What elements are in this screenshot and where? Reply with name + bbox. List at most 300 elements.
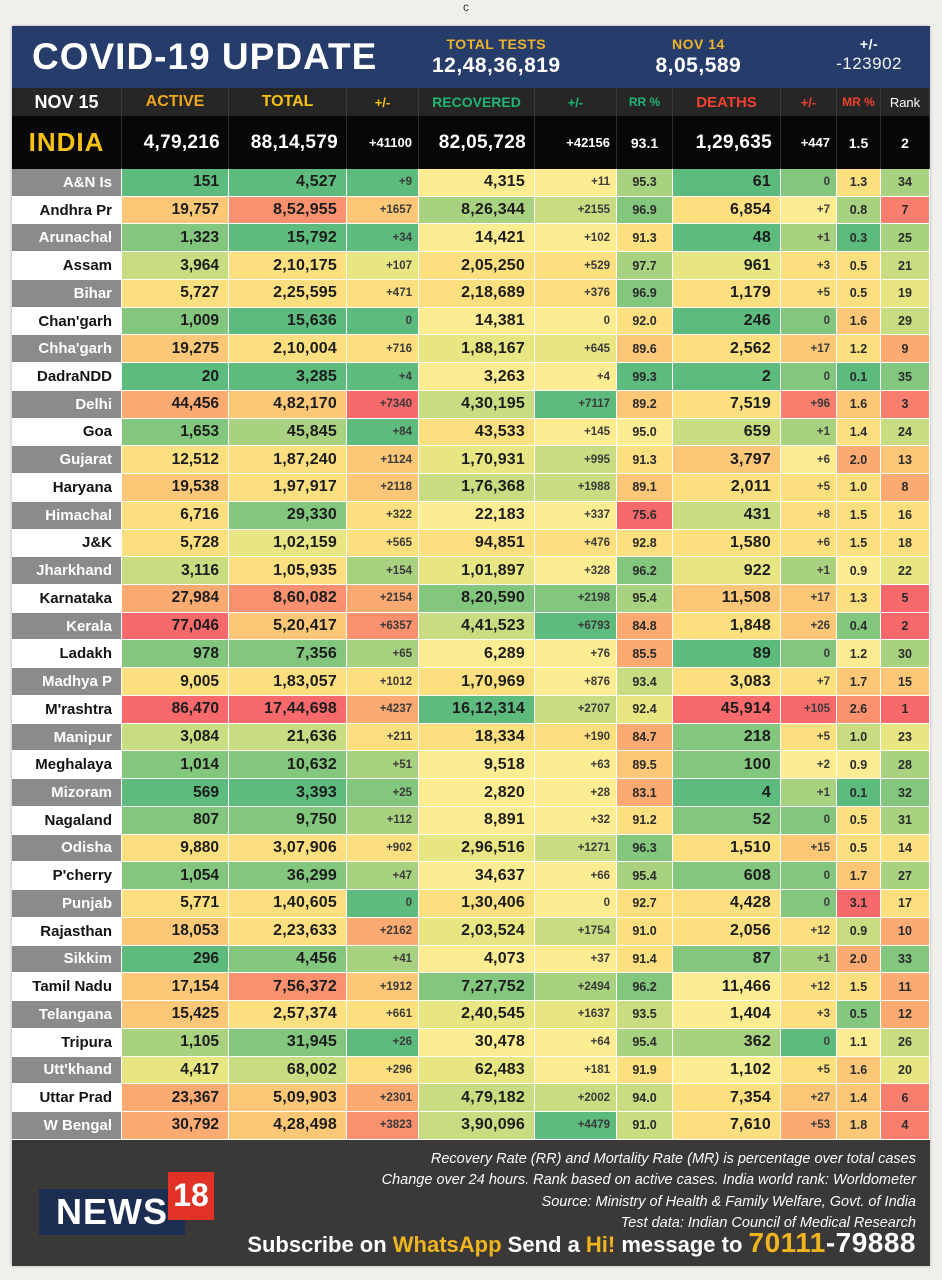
deaths-cell: 1,848 — [673, 613, 781, 641]
state-row — [12, 835, 930, 863]
state-name: DadraNDD — [12, 363, 122, 391]
state-row — [12, 502, 930, 530]
recovery-rate-cell: 89.2 — [617, 391, 673, 419]
recovered-change-cell: +63 — [535, 751, 617, 779]
active-cell: 86,470 — [122, 696, 229, 724]
deaths-change-cell: 0 — [781, 640, 837, 668]
mortality-rate-cell: 0.5 — [837, 835, 881, 863]
recovery-rate-cell: 95.4 — [617, 862, 673, 890]
recovery-rate-cell: 95.0 — [617, 419, 673, 447]
deaths-change-cell: 0 — [781, 1029, 837, 1057]
recovered-cell: 4,315 — [419, 169, 535, 197]
deaths-cell: 7,354 — [673, 1084, 781, 1112]
deaths-change-cell: +5 — [781, 1057, 837, 1085]
recovered-change-cell: +66 — [535, 862, 617, 890]
recovery-rate-cell: 91.2 — [617, 807, 673, 835]
recovered-cell: 4,073 — [419, 946, 535, 974]
state-row — [12, 1029, 930, 1057]
footnote-line: Recovery Rate (RR) and Mortality Rate (MR) is percentage over total cases — [430, 1150, 916, 1167]
state-name: Rajasthan — [12, 918, 122, 946]
recovered-cell: 4,41,523 — [419, 613, 535, 641]
rank-cell: 21 — [881, 252, 930, 280]
header-banner — [12, 26, 930, 88]
active-cell: 9,880 — [122, 835, 229, 863]
total-cell: 4,456 — [229, 946, 347, 974]
rank-cell: 7 — [881, 197, 930, 225]
prev-date-value: 8,05,589 — [655, 54, 742, 77]
recovered-cell: 2,05,250 — [419, 252, 535, 280]
rank-cell: 25 — [881, 224, 930, 252]
active-cell: 9,005 — [122, 668, 229, 696]
deaths-change-cell: +7 — [781, 197, 837, 225]
total-change-cell: +716 — [347, 335, 419, 363]
mortality-rate-cell: 0.1 — [837, 779, 881, 807]
state-name: A&N Is — [12, 169, 122, 197]
state-row — [12, 474, 930, 502]
total-cell: 21,636 — [229, 724, 347, 752]
total-change-cell: +7340 — [347, 391, 419, 419]
recovered-cell: 2,96,516 — [419, 835, 535, 863]
active-cell: 1,653 — [122, 419, 229, 447]
deaths-change-cell: +105 — [781, 696, 837, 724]
deaths-change-cell: +3 — [781, 252, 837, 280]
total-cell: 1,40,605 — [229, 890, 347, 918]
deaths-cell: 4 — [673, 779, 781, 807]
total-cell: 2,57,374 — [229, 1001, 347, 1029]
state-name: Meghalaya — [12, 751, 122, 779]
mortality-rate-cell: 0.4 — [837, 613, 881, 641]
deaths-cell: 2,056 — [673, 918, 781, 946]
mortality-rate-cell: 1.4 — [837, 419, 881, 447]
recovered-change-cell: +102 — [535, 224, 617, 252]
recovered-change-cell: +2198 — [535, 585, 617, 613]
recovered-cell: 1,76,368 — [419, 474, 535, 502]
state-name: Goa — [12, 419, 122, 447]
deaths-cell: 246 — [673, 308, 781, 336]
col-deaths: DEATHS — [673, 88, 781, 116]
recovered-cell: 1,01,897 — [419, 557, 535, 585]
deaths-change-cell: 0 — [781, 363, 837, 391]
rank-cell: 24 — [881, 419, 930, 447]
india-total-change-cell: +41100 — [347, 116, 419, 169]
state-name: Tripura — [12, 1029, 122, 1057]
total-cell: 2,25,595 — [229, 280, 347, 308]
mortality-rate-cell: 2.6 — [837, 696, 881, 724]
state-row — [12, 613, 930, 641]
total-tests-value: 12,48,36,819 — [432, 54, 561, 77]
total-cell: 17,44,698 — [229, 696, 347, 724]
state-row — [12, 807, 930, 835]
rank-cell: 17 — [881, 890, 930, 918]
mortality-rate-cell: 1.3 — [837, 169, 881, 197]
total-change-cell: +47 — [347, 862, 419, 890]
total-change-cell: +3823 — [347, 1112, 419, 1140]
recovered-change-cell: +1637 — [535, 1001, 617, 1029]
mortality-rate-cell: 1.5 — [837, 502, 881, 530]
state-row — [12, 973, 930, 1001]
active-cell: 3,964 — [122, 252, 229, 280]
total-change-cell: +154 — [347, 557, 419, 585]
deaths-cell: 961 — [673, 252, 781, 280]
total-change-cell: +9 — [347, 169, 419, 197]
recovered-cell: 2,18,689 — [419, 280, 535, 308]
col-total: TOTAL — [229, 88, 347, 116]
recovered-change-cell: +376 — [535, 280, 617, 308]
total-cell: 5,20,417 — [229, 613, 347, 641]
mortality-rate-cell: 0.9 — [837, 557, 881, 585]
active-cell: 5,728 — [122, 530, 229, 558]
deaths-change-cell: +5 — [781, 474, 837, 502]
deaths-cell: 6,854 — [673, 197, 781, 225]
column-header-row — [12, 88, 930, 116]
total-cell: 29,330 — [229, 502, 347, 530]
recovered-change-cell: +876 — [535, 668, 617, 696]
rank-cell: 10 — [881, 918, 930, 946]
footnotes — [382, 1149, 916, 1235]
active-cell: 19,757 — [122, 197, 229, 225]
recovery-rate-cell: 92.8 — [617, 530, 673, 558]
mortality-rate-cell: 1.2 — [837, 335, 881, 363]
subscribe-text: Subscribe on — [247, 1231, 393, 1257]
state-name: Sikkim — [12, 946, 122, 974]
total-tests-stat — [432, 36, 561, 78]
state-row — [12, 1057, 930, 1085]
state-name: Mizoram — [12, 779, 122, 807]
recovered-cell: 43,533 — [419, 419, 535, 447]
state-name: Odisha — [12, 835, 122, 863]
deaths-cell: 45,914 — [673, 696, 781, 724]
total-cell: 7,56,372 — [229, 973, 347, 1001]
total-change-cell: +6357 — [347, 613, 419, 641]
total-cell: 8,52,955 — [229, 197, 347, 225]
recovered-change-cell: +2002 — [535, 1084, 617, 1112]
recovered-cell: 6,289 — [419, 640, 535, 668]
state-name: Delhi — [12, 391, 122, 419]
active-cell: 1,323 — [122, 224, 229, 252]
state-name: Telangana — [12, 1001, 122, 1029]
state-row — [12, 862, 930, 890]
recovered-change-cell: +529 — [535, 252, 617, 280]
recovered-change-cell: +2707 — [535, 696, 617, 724]
deaths-cell: 89 — [673, 640, 781, 668]
state-row — [12, 363, 930, 391]
total-cell: 15,792 — [229, 224, 347, 252]
state-row — [12, 252, 930, 280]
rank-cell: 28 — [881, 751, 930, 779]
active-cell: 569 — [122, 779, 229, 807]
state-name: Madhya P — [12, 668, 122, 696]
deaths-cell: 1,102 — [673, 1057, 781, 1085]
state-row — [12, 391, 930, 419]
recovery-rate-cell: 93.4 — [617, 668, 673, 696]
state-name: Karnataka — [12, 585, 122, 613]
mortality-rate-cell: 1.1 — [837, 1029, 881, 1057]
state-name: Andhra Pr — [12, 197, 122, 225]
recovery-rate-cell: 89.5 — [617, 751, 673, 779]
whatsapp-number-gold: 70111 — [748, 1226, 826, 1258]
state-row — [12, 419, 930, 447]
recovered-change-cell: +1988 — [535, 474, 617, 502]
recovered-cell: 14,381 — [419, 308, 535, 336]
col-recovered-change: +/- — [535, 88, 617, 116]
state-name: Punjab — [12, 890, 122, 918]
active-cell: 77,046 — [122, 613, 229, 641]
active-cell: 19,538 — [122, 474, 229, 502]
state-row — [12, 530, 930, 558]
total-cell: 3,285 — [229, 363, 347, 391]
recovery-rate-cell: 96.3 — [617, 835, 673, 863]
total-cell: 15,636 — [229, 308, 347, 336]
mortality-rate-cell: 1.7 — [837, 668, 881, 696]
deaths-change-cell: +96 — [781, 391, 837, 419]
deaths-cell: 3,083 — [673, 668, 781, 696]
deaths-change-cell: +26 — [781, 613, 837, 641]
deaths-cell: 608 — [673, 862, 781, 890]
active-cell: 6,716 — [122, 502, 229, 530]
total-change-cell: 0 — [347, 308, 419, 336]
total-cell: 5,09,903 — [229, 1084, 347, 1112]
col-recovered: RECOVERED — [419, 88, 535, 116]
deaths-cell: 362 — [673, 1029, 781, 1057]
recovery-rate-cell: 96.2 — [617, 973, 673, 1001]
col-mortality-rate: MR % — [837, 88, 881, 116]
mortality-rate-cell: 1.7 — [837, 862, 881, 890]
whatsapp-number-white: -79888 — [825, 1226, 916, 1258]
recovered-cell: 2,03,524 — [419, 918, 535, 946]
deaths-change-cell: +8 — [781, 502, 837, 530]
deaths-change-cell: +6 — [781, 530, 837, 558]
rank-cell: 2 — [881, 613, 930, 641]
rank-cell: 32 — [881, 779, 930, 807]
state-row — [12, 946, 930, 974]
deaths-change-cell: +1 — [781, 779, 837, 807]
mortality-rate-cell: 1.0 — [837, 474, 881, 502]
recovery-rate-cell: 75.6 — [617, 502, 673, 530]
deaths-cell: 11,466 — [673, 973, 781, 1001]
recovered-cell: 3,90,096 — [419, 1112, 535, 1140]
total-change-cell: +2162 — [347, 918, 419, 946]
prev-date-label: NOV 14 — [671, 36, 725, 52]
mortality-rate-cell: 1.8 — [837, 1112, 881, 1140]
total-cell: 3,393 — [229, 779, 347, 807]
recovered-change-cell: +7117 — [535, 391, 617, 419]
deaths-change-cell: +5 — [781, 724, 837, 752]
active-cell: 296 — [122, 946, 229, 974]
rank-cell: 3 — [881, 391, 930, 419]
state-name: W Bengal — [12, 1112, 122, 1140]
rank-cell: 31 — [881, 807, 930, 835]
col-active: ACTIVE — [122, 88, 229, 116]
rank-cell: 12 — [881, 1001, 930, 1029]
deaths-change-cell: +5 — [781, 280, 837, 308]
recovered-cell: 1,70,931 — [419, 446, 535, 474]
state-row — [12, 724, 930, 752]
news18-logo — [39, 1172, 239, 1252]
total-cell: 9,750 — [229, 807, 347, 835]
total-cell: 7,356 — [229, 640, 347, 668]
total-change-cell: +1912 — [347, 973, 419, 1001]
total-cell: 68,002 — [229, 1057, 347, 1085]
total-change-cell: +107 — [347, 252, 419, 280]
deaths-change-cell: +12 — [781, 918, 837, 946]
rank-cell: 4 — [881, 1112, 930, 1140]
state-name: Uttar Prad — [12, 1084, 122, 1112]
total-cell: 1,87,240 — [229, 446, 347, 474]
recovered-change-cell: +11 — [535, 169, 617, 197]
deaths-change-cell: +1 — [781, 419, 837, 447]
total-tests-label: TOTAL TESTS — [446, 36, 547, 52]
recovered-cell: 2,40,545 — [419, 1001, 535, 1029]
deaths-change-cell: +6 — [781, 446, 837, 474]
state-name: Jharkhand — [12, 557, 122, 585]
deaths-change-cell: +17 — [781, 335, 837, 363]
subscribe-line — [247, 1227, 916, 1259]
deaths-change-cell: 0 — [781, 308, 837, 336]
tests-change-label: +/- — [859, 36, 879, 52]
deaths-change-cell: 0 — [781, 890, 837, 918]
footer — [12, 1140, 930, 1266]
col-total-change: +/- — [347, 88, 419, 116]
total-change-cell: +471 — [347, 280, 419, 308]
covid-infographic-card — [12, 26, 930, 1266]
col-deaths-change: +/- — [781, 88, 837, 116]
mortality-rate-cell: 0.9 — [837, 918, 881, 946]
state-name: P'cherry — [12, 862, 122, 890]
total-change-cell: +2154 — [347, 585, 419, 613]
recovered-cell: 7,27,752 — [419, 973, 535, 1001]
recovery-rate-cell: 91.3 — [617, 446, 673, 474]
active-cell: 19,275 — [122, 335, 229, 363]
deaths-cell: 2,011 — [673, 474, 781, 502]
total-change-cell: +65 — [347, 640, 419, 668]
header-stats — [432, 36, 930, 78]
recovered-cell: 4,30,195 — [419, 391, 535, 419]
deaths-cell: 1,179 — [673, 280, 781, 308]
state-name: Bihar — [12, 280, 122, 308]
total-cell: 45,845 — [229, 419, 347, 447]
recovered-cell: 94,851 — [419, 530, 535, 558]
rank-cell: 1 — [881, 696, 930, 724]
india-mortality-rate-cell: 1.5 — [837, 116, 881, 169]
deaths-cell: 1,404 — [673, 1001, 781, 1029]
recovery-rate-cell: 89.1 — [617, 474, 673, 502]
deaths-cell: 11,508 — [673, 585, 781, 613]
total-change-cell: +211 — [347, 724, 419, 752]
mortality-rate-cell: 0.3 — [837, 224, 881, 252]
recovered-cell: 1,70,969 — [419, 668, 535, 696]
active-cell: 3,084 — [122, 724, 229, 752]
state-row — [12, 640, 930, 668]
recovered-cell: 3,263 — [419, 363, 535, 391]
state-name: Arunachal — [12, 224, 122, 252]
total-cell: 2,10,004 — [229, 335, 347, 363]
recovered-change-cell: +64 — [535, 1029, 617, 1057]
total-cell: 1,97,917 — [229, 474, 347, 502]
recovery-rate-cell: 91.0 — [617, 1112, 673, 1140]
recovered-cell: 30,478 — [419, 1029, 535, 1057]
deaths-change-cell: +12 — [781, 973, 837, 1001]
deaths-cell: 52 — [673, 807, 781, 835]
news18-logo-18-box: 18 — [168, 1172, 214, 1220]
recovery-rate-cell: 91.3 — [617, 224, 673, 252]
recovered-change-cell: +32 — [535, 807, 617, 835]
footnote-line: Source: Ministry of Health & Family Welfare, Govt. of India — [541, 1193, 916, 1210]
total-change-cell: +84 — [347, 419, 419, 447]
deaths-cell: 431 — [673, 502, 781, 530]
recovered-cell: 9,518 — [419, 751, 535, 779]
active-cell: 17,154 — [122, 973, 229, 1001]
recovered-cell: 2,820 — [419, 779, 535, 807]
recovered-change-cell: +2155 — [535, 197, 617, 225]
state-row — [12, 335, 930, 363]
state-name: Assam — [12, 252, 122, 280]
rank-cell: 26 — [881, 1029, 930, 1057]
deaths-change-cell: +3 — [781, 1001, 837, 1029]
total-change-cell: +1124 — [347, 446, 419, 474]
deaths-change-cell: +15 — [781, 835, 837, 863]
recovered-cell: 34,637 — [419, 862, 535, 890]
recovery-rate-cell: 97.7 — [617, 252, 673, 280]
news18-logo-news-box: NEWS — [39, 1189, 185, 1235]
rank-cell: 18 — [881, 530, 930, 558]
recovery-rate-cell: 92.7 — [617, 890, 673, 918]
subscribe-text: Send a — [501, 1231, 586, 1257]
deaths-cell: 100 — [673, 751, 781, 779]
whatsapp-label: WhatsApp — [392, 1231, 502, 1257]
recovered-change-cell: +76 — [535, 640, 617, 668]
total-change-cell: +296 — [347, 1057, 419, 1085]
state-name: Nagaland — [12, 807, 122, 835]
total-change-cell: +51 — [347, 751, 419, 779]
rank-cell: 30 — [881, 640, 930, 668]
total-cell: 4,82,170 — [229, 391, 347, 419]
recovery-rate-cell: 96.2 — [617, 557, 673, 585]
mortality-rate-cell: 1.2 — [837, 640, 881, 668]
deaths-cell: 2,562 — [673, 335, 781, 363]
india-rank-cell: 2 — [881, 116, 930, 169]
total-cell: 31,945 — [229, 1029, 347, 1057]
state-row — [12, 779, 930, 807]
recovery-rate-cell: 85.5 — [617, 640, 673, 668]
page-title: COVID-19 UPDATE — [32, 36, 378, 77]
deaths-change-cell: +1 — [781, 224, 837, 252]
footnote-line: Change over 24 hours. Rank based on active cases. India world rank: Worldometer — [381, 1172, 916, 1189]
mortality-rate-cell: 2.0 — [837, 446, 881, 474]
total-cell: 1,83,057 — [229, 668, 347, 696]
state-name: Gujarat — [12, 446, 122, 474]
recovery-rate-cell: 96.9 — [617, 197, 673, 225]
recovery-rate-cell: 99.3 — [617, 363, 673, 391]
india-recovered-cell: 82,05,728 — [419, 116, 535, 169]
total-change-cell: 0 — [347, 890, 419, 918]
recovered-change-cell: +181 — [535, 1057, 617, 1085]
state-name: Chha'garh — [12, 335, 122, 363]
recovered-change-cell: +1271 — [535, 835, 617, 863]
active-cell: 20 — [122, 363, 229, 391]
deaths-change-cell: 0 — [781, 807, 837, 835]
rank-cell: 8 — [881, 474, 930, 502]
recovery-rate-cell: 93.5 — [617, 1001, 673, 1029]
mortality-rate-cell: 2.0 — [837, 946, 881, 974]
recovery-rate-cell: 83.1 — [617, 779, 673, 807]
recovered-change-cell: +476 — [535, 530, 617, 558]
active-cell: 978 — [122, 640, 229, 668]
rank-cell: 20 — [881, 1057, 930, 1085]
recovered-change-cell: +6793 — [535, 613, 617, 641]
active-cell: 1,105 — [122, 1029, 229, 1057]
recovery-rate-cell: 92.4 — [617, 696, 673, 724]
active-cell: 23,367 — [122, 1084, 229, 1112]
